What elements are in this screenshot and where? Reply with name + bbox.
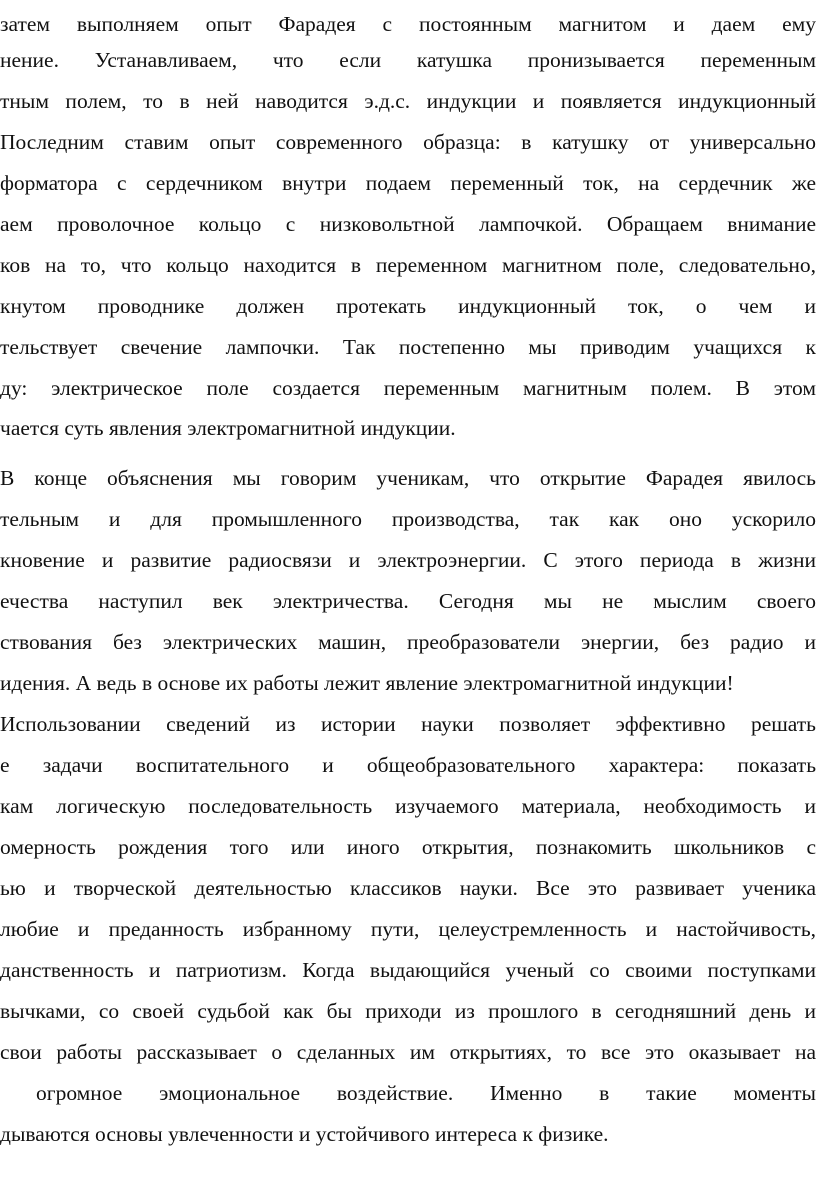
text-line: кнутом проводнике должен протекать индукционный ток, о чем и — [0, 294, 816, 318]
text-line: Использовании сведений из истории науки позволяет эффективно решать — [0, 712, 816, 736]
text-line: ствования без электрических машин, преобразователи энергии, без радио и — [0, 630, 816, 654]
text-line: тельствует свечение лампочки. Так постепенно мы приводим учащихся к — [0, 335, 816, 359]
text-line: омерность рождения того или иного открытия, познакомить школьников с — [0, 835, 816, 859]
text-line: любие и преданность избранному пути, целеустремленность и настойчивость, — [0, 917, 816, 941]
text-line: данственность и патриотизм. Когда выдающийся ученый со своими поступками — [0, 958, 816, 982]
text-line: нение. Устанавливаем, что если катушка пронизывается переменным — [0, 48, 816, 72]
text-line: тным полем, то в ней наводится э.д.с. индукции и появляется индукционный — [0, 89, 816, 113]
text-line: свои работы рассказывает о сделанных им открытиях, то все это оказывает на — [0, 1040, 816, 1064]
text-line: ечества наступил век электричества. Сегодня мы не мыслим своего — [0, 589, 816, 613]
text-line: тельным и для промышленного производства, так как оно ускорило — [0, 507, 816, 531]
text-line: дываются основы увлеченности и устойчивого интереса к физике. — [0, 1122, 609, 1146]
text-line: е задачи воспитательного и общеобразовательного характера: показать — [0, 753, 816, 777]
text-line: кам логическую последовательность изучаемого материала, необходимость и — [0, 794, 816, 818]
text-line: идения. А ведь в основе их работы лежит явление электромагнитной индукции! — [0, 671, 734, 695]
text-line: чается суть явления электромагнитной индукции. — [0, 416, 456, 440]
text-line: затем выполняем опыт Фарадея с постоянным магнитом и даем ему — [0, 12, 816, 36]
text-line: кновение и развитие радиосвязи и электроэнергии. С этого периода в жизни — [0, 548, 816, 572]
text-line: Последним ставим опыт современного образца: в катушку от универсально — [0, 130, 816, 154]
text-line: ью и творческой деятельностью классиков науки. Все это развивает ученика — [0, 876, 816, 900]
text-line: аем проволочное кольцо с низковольтной лампочкой. Обращаем внимание — [0, 212, 816, 236]
text-line: форматора с сердечником внутри подаем переменный ток, на сердечник же — [0, 171, 816, 195]
text-line: ков на то, что кольцо находится в переменном магнитном поле, следовательно, — [0, 253, 816, 277]
text-line: вычками, со своей судьбой как бы приходи из прошлого в сегодняшний день и — [0, 999, 816, 1023]
text-line: ду: электрическое поле создается переменным магнитным полем. В этом — [0, 376, 816, 400]
text-line: огромное эмоциональное воздействие. Именно в такие моменты — [36, 1081, 816, 1105]
text-line: В конце объяснения мы говорим ученикам, что открытие Фарадея явилось — [0, 466, 816, 490]
